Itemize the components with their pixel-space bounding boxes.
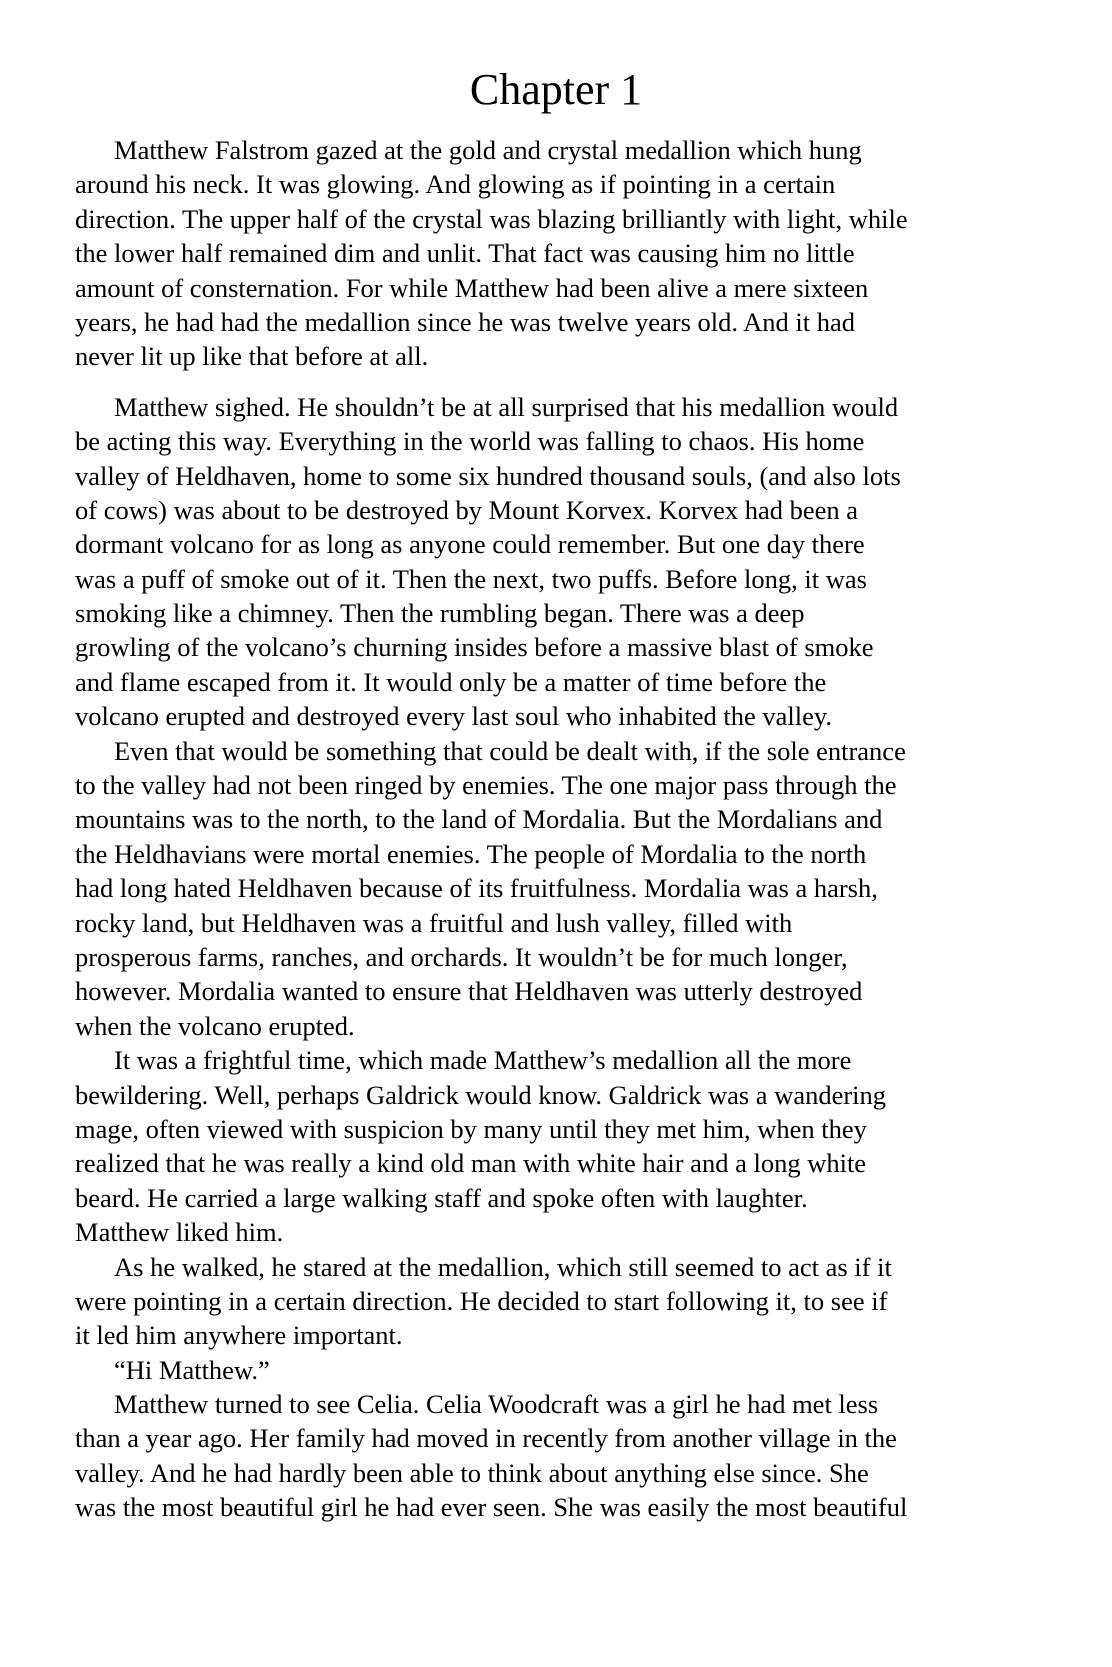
text-line: was the most beautiful girl he had ever seen. She was easily the most beautiful <box>75 1492 908 1523</box>
text-line: were pointing in a certain direction. He decided to start following it, to see if <box>75 1285 888 1316</box>
text-line: had long hated Heldhaven because of its fruitfulness. Mordalia was a harsh, <box>75 873 878 904</box>
text-line: valley of Heldhaven, home to some six hundred thousand souls, (and also lots <box>75 460 901 491</box>
text-line: prosperous farms, ranches, and orchards. It wouldn’t be for much longer, <box>75 941 848 972</box>
text-line: than a year ago. Her family had moved in recently from another village in the <box>75 1423 897 1454</box>
text-line: dormant volcano for as long as anyone could remember. But one day there <box>75 529 865 560</box>
text-line: volcano erupted and destroyed every last soul who inhabited the valley. <box>75 701 832 732</box>
text-line: to the valley had not been ringed by enemies. The one major pass through the <box>75 770 897 801</box>
text-line: be acting this way. Everything in the world was falling to chaos. His home <box>75 426 865 457</box>
text-line: Matthew sighed. He shouldn’t be at all surprised that his medallion would <box>114 391 899 422</box>
paragraph <box>75 734 1075 1044</box>
paragraph <box>75 1353 1075 1387</box>
text-line: and flame escaped from it. It would only be a matter of time before the <box>75 666 827 697</box>
text-line: valley. And he had hardly been able to think about anything else since. She <box>75 1457 869 1488</box>
text-line: around his neck. It was glowing. And glowing as if pointing in a certain <box>75 169 836 200</box>
text-line: Matthew Falstrom gazed at the gold and crystal medallion which hung <box>114 135 862 165</box>
text-line: Even that would be something that could be dealt with, if the sole entrance <box>114 735 906 766</box>
text-line: when the volcano erupted. <box>75 1010 355 1041</box>
text-line: amount of consternation. For while Matthew had been alive a mere sixteen <box>75 272 869 303</box>
text-line: smoking like a chimney. Then the rumbling began. There was a deep <box>75 598 805 629</box>
paragraph <box>75 133 1075 374</box>
text-line: however. Mordalia wanted to ensure that Heldhaven was utterly destroyed <box>75 976 863 1007</box>
paragraph <box>75 390 1075 734</box>
paragraph <box>75 1387 1075 1525</box>
text-line: rocky land, but Heldhaven was a fruitful and lush valley, filled with <box>75 907 793 938</box>
text-line: was a puff of smoke out of it. Then the next, two puffs. Before long, it was <box>75 563 867 594</box>
paragraph <box>75 1043 1075 1249</box>
text-line: years, he had had the medallion since he was twelve years old. And it had <box>75 306 856 337</box>
text-line: mountains was to the north, to the land of Mordalia. But the Mordalians and <box>75 804 883 835</box>
chapter-title: Chapter 1 <box>469 65 643 114</box>
chapter-body <box>75 133 1075 1525</box>
text-line: realized that he was really a kind old man with white hair and a long white <box>75 1148 867 1179</box>
text-line: the lower half remained dim and unlit. That fact was causing him no little <box>75 238 855 269</box>
text-line: It was a frightful time, which made Matthew’s medallion all the more <box>114 1045 852 1076</box>
text-line: Matthew turned to see Celia. Celia Woodcraft was a girl he had met less <box>114 1389 879 1420</box>
text-line: beard. He carried a large walking staff and spoke often with laughter. <box>75 1182 808 1213</box>
text-line: direction. The upper half of the crystal was blazing brilliantly with light, while <box>75 203 908 234</box>
text-line: As he walked, he stared at the medallion, which still seemed to act as if it <box>114 1251 892 1282</box>
text-line: of cows) was about to be destroyed by Mount Korvex. Korvex had been a <box>75 494 859 525</box>
text-line: the Heldhavians were mortal enemies. The people of Mordalia to the north <box>75 838 867 869</box>
text-line: growling of the volcano’s churning insides before a massive blast of smoke <box>75 632 874 663</box>
text-line: Matthew liked him. <box>75 1217 284 1248</box>
text-line: mage, often viewed with suspicion by many until they met him, when they <box>75 1113 867 1144</box>
text-line: “Hi Matthew.” <box>114 1354 270 1385</box>
paragraph <box>75 1250 1075 1353</box>
text-line: never lit up like that before at all. <box>75 341 429 372</box>
text-line: it led him anywhere important. <box>75 1320 403 1351</box>
text-line: bewildering. Well, perhaps Galdrick would know. Galdrick was a wandering <box>75 1079 887 1110</box>
